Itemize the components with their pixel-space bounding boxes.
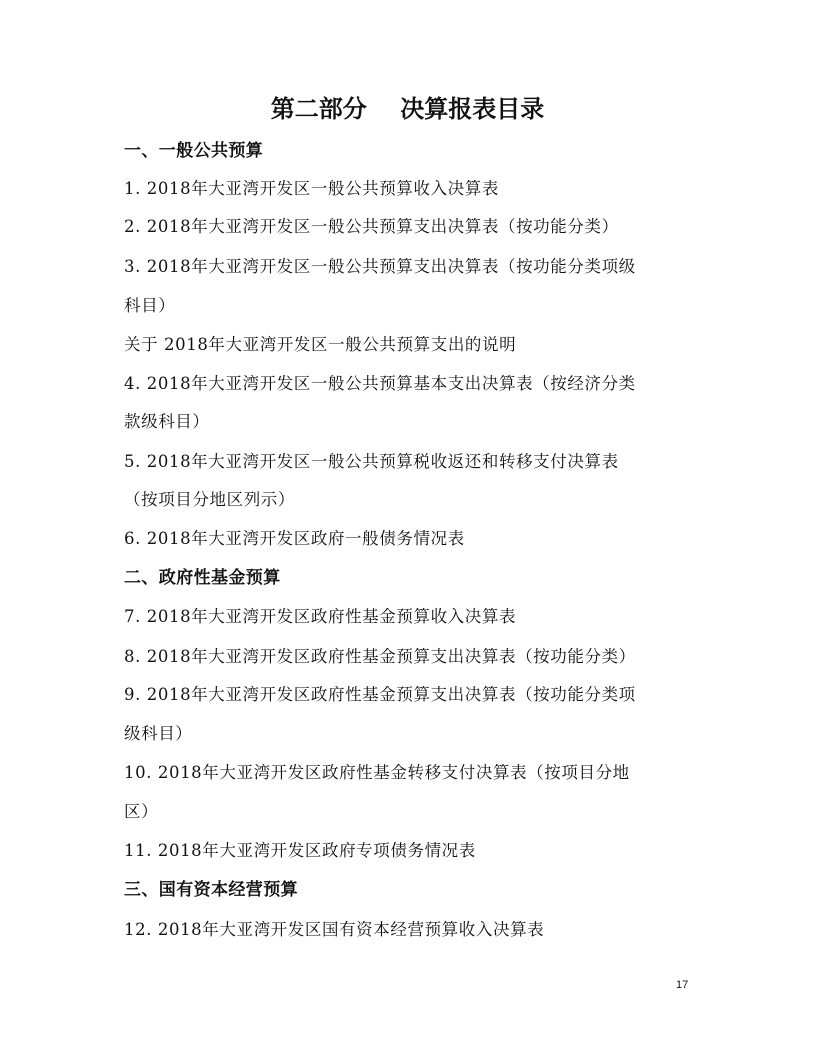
toc-item-4-line-2: 款级科目） — [124, 412, 210, 431]
toc-item-2: 2. 2018年大亚湾开发区一般公共预算支出决算表（按功能分类） — [124, 217, 619, 236]
toc-item-10-line-2: 区） — [124, 802, 159, 821]
page-title: 第二部分 决算报表目录 — [270, 95, 545, 123]
toc-item-7: 7. 2018年大亚湾开发区政府性基金预算收入决算表 — [124, 607, 517, 626]
toc-item-10-line-1: 10. 2018年大亚湾开发区政府性基金转移支付决算表（按项目分地 — [124, 763, 630, 782]
section-heading-general-budget: 一、一般公共预算 — [124, 141, 264, 161]
toc-item-9-line-1: 9. 2018年大亚湾开发区政府性基金预算支出决算表（按功能分类项 — [124, 685, 636, 704]
toc-item-3-line-1: 3. 2018年大亚湾开发区一般公共预算支出决算表（按功能分类项级 — [124, 257, 636, 276]
toc-item-9-line-2: 级科目） — [124, 724, 193, 743]
toc-item-3-line-2: 科目） — [124, 296, 176, 315]
toc-item-1: 1. 2018年大亚湾开发区一般公共预算收入决算表 — [124, 179, 499, 198]
toc-item-4-line-1: 4. 2018年大亚湾开发区一般公共预算基本支出决算表（按经济分类 — [124, 374, 636, 393]
section-heading-state-capital-budget: 三、国有资本经营预算 — [124, 880, 298, 900]
toc-item-5-line-2: （按项目分地区列示） — [124, 490, 295, 509]
toc-item-6: 6. 2018年大亚湾开发区政府一般债务情况表 — [124, 529, 465, 548]
section-heading-government-fund-budget: 二、政府性基金预算 — [124, 568, 281, 588]
page-number: 17 — [676, 979, 689, 991]
toc-item-8: 8. 2018年大亚湾开发区政府性基金预算支出决算表（按功能分类） — [124, 647, 636, 666]
toc-item-12: 12. 2018年大亚湾开发区国有资本经营预算收入决算表 — [124, 920, 545, 939]
toc-item-explanation: 关于 2018年大亚湾开发区一般公共预算支出的说明 — [124, 335, 517, 354]
toc-item-5-line-1: 5. 2018年大亚湾开发区一般公共预算税收返还和转移支付决算表 — [124, 452, 619, 471]
toc-item-11: 11. 2018年大亚湾开发区政府专项债务情况表 — [124, 841, 476, 860]
